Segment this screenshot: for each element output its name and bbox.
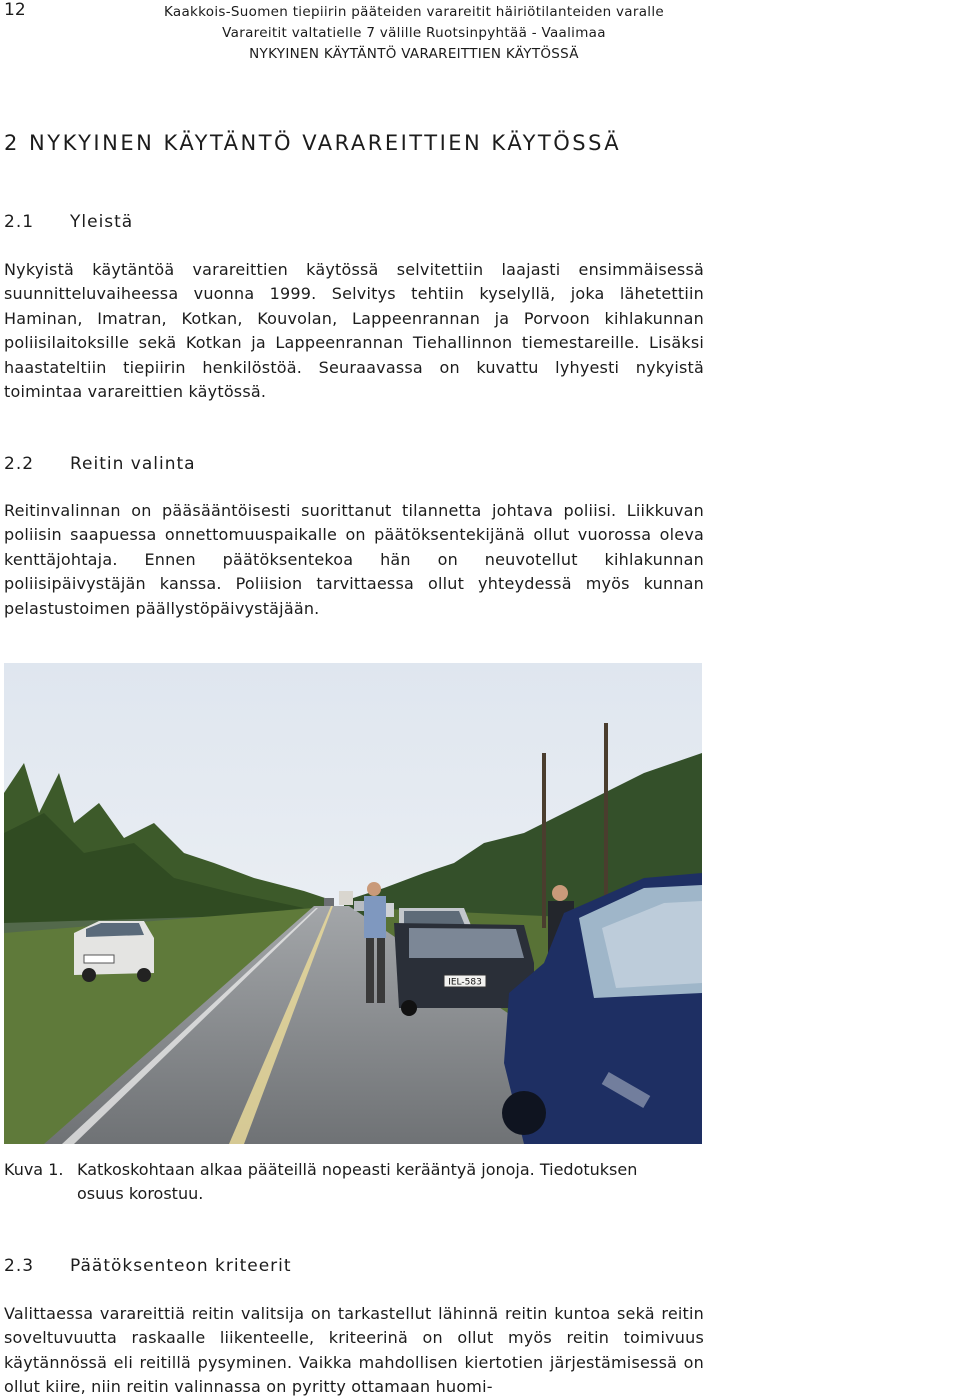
white-car <box>74 921 154 982</box>
license-plate: IEL-583 <box>448 977 482 988</box>
page-number: 12 <box>4 0 26 20</box>
traffic-queue-photo <box>4 663 702 1144</box>
figure-caption-line-2: osuus korostuu. <box>77 1184 204 1203</box>
section-title: Reitin valinta <box>70 454 196 474</box>
running-header-line-1: Kaakkois-Suomen tiepiirin pääteiden varareitit häiriötilanteiden varalle <box>163 4 665 20</box>
section-2-2-paragraph: Reitinvalinnan on pääsääntöisesti suorittanut tilannetta johtava poliisi. Liikkuvan poliisin saapuessa onnettomuuspaikalle on päätöksentekijänä ollut vuorossa oleva kenttäjohtaja. Ennen päätöksentekoa hän on neuvotellut kihlakunnan poliisipäivystäjän kanssa. Poliision tarvittaessa ollut yhteydessä myös kunnan pelastustoimen päällystöpäivystäjään. <box>4 501 704 618</box>
running-header-line-3: NYKYINEN KÄYTÄNTÖ VARAREITTIEN KÄYTÖSSÄ <box>249 46 579 62</box>
section-heading-2-3 <box>4 1256 292 1276</box>
running-header <box>133 2 695 65</box>
section-number: 2.1 <box>4 212 35 232</box>
running-header-line-2: Varareitit valtatielle 7 välille Ruotsinpyhtää - Vaalimaa <box>222 25 606 41</box>
figure-caption-line-1: Katkoskohtaan alkaa pääteillä nopeasti kerääntyä jonoja. Tiedotuksen <box>77 1160 638 1179</box>
chapter-title: 2 NYKYINEN KÄYTÄNTÖ VARAREITTIEN KÄYTÖSSÄ <box>4 131 622 155</box>
section-heading-2-2 <box>4 454 196 474</box>
section-number: 2.3 <box>4 1256 35 1276</box>
figure-label: Kuva 1. <box>4 1160 64 1179</box>
section-title: Päätöksenteon kriteerit <box>70 1256 292 1276</box>
section-2-1-paragraph: Nykyistä käytäntöä varareittien käytössä selvitettiin laajasti ensimmäisessä suunnitteluvaiheessa vuonna 1999. Selvitys tehtiin kyselyllä, joka lähetettiin Haminan, Imatran, Kotkan, Kouvolan, Lappeenrannan ja Porvoon kihlakunnan poliisilaitoksille sekä Kotkan ja Lappeenrannan Tiehallinnon tiemestareille. Lisäksi haastateltiin tiepiirin henkilöstöä. Seuraavassa on kuvattu lyhyesti nykyistä toimintaa varareittien käytössä. <box>4 260 704 402</box>
section-2-3-paragraph: Valittaessa varareittiä reitin valitsija on tarkastellut lähinnä reitin kuntoa sekä reitin soveltuvuutta raskaalle liikenteelle, kriteerinä on ollut myös reitin toimivuus käytännössä eli reitillä pysyminen. Vaikka mahdollisen kiertotien järjestämisessä on ollut kiire, niin reitin valinnassa on pyritty ottamaan huomi- <box>4 1304 704 1397</box>
section-heading-2-1 <box>4 212 133 232</box>
section-title: Yleistä <box>70 212 134 232</box>
section-number: 2.2 <box>4 454 35 474</box>
figure-caption <box>4 1158 704 1206</box>
